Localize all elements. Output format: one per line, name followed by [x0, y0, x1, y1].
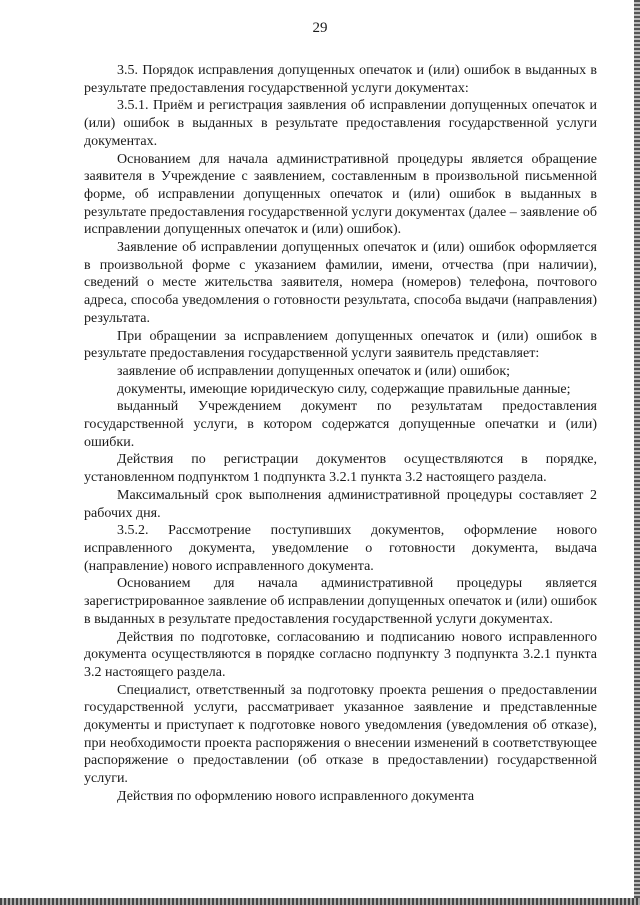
- paragraph-applicant-submits: При обращении за исправлением допущенных опечаток и (или) ошибок в результате предоставления государственной услуги заявитель представляет:: [84, 328, 597, 362]
- list-item-issued-document: выданный Учреждением документ по результатам предоставления государственной услуги, в котором содержатся допущенные опечатки и (или) ошибки.: [84, 399, 597, 450]
- list-item-application: заявление об исправлении допущенных опечаток и (или) ошибок;: [117, 363, 511, 379]
- scan-edge-bottom: [0, 898, 640, 905]
- page-number: 29: [312, 20, 328, 36]
- scan-edge-right: [634, 0, 640, 905]
- paragraph-registration-actions: Действия по регистрации документов осуществляются в порядке, установленном подпунктом 1 подпункта 3.2.1 пункта 3.2 настоящего раздела.: [84, 452, 597, 486]
- paragraph-3-5-2: 3.5.2. Рассмотрение поступивших документов, оформление нового исправленного документа, уведомление о готовности документа, выдача (направление) нового исправленного документа.: [84, 523, 597, 574]
- paragraph-specialist: Специалист, ответственный за подготовку проекта решения о предоставлении государственной услуги, рассматривает указанное заявление и представленные документы и приступает к подготовке нового уведомления (уведомления об отказе), при необходимости проекта распоряжения о внесении изменений в соответствующее распоряжение о предоставлении (об отказе в предоставлении) государственной услуги.: [84, 682, 597, 787]
- document-body: [84, 62, 597, 806]
- paragraph-application-form: Заявление об исправлении допущенных опечаток и (или) ошибок оформляется в произвольной форме с указанием фамилии, имени, отчества (при наличии), сведений о месте жительства заявителя, номера (номеров) телефона, почтового адреса, способа уведомления о готовности результата, способа выдачи (направления) результата.: [84, 240, 597, 326]
- paragraph-3-5-1: 3.5.1. Приём и регистрация заявления об исправлении допущенных опечаток и (или) ошибок в выданных в результате предоставления государственной услуги документах.: [84, 98, 597, 149]
- paragraph-issuance-actions: Действия по оформлению нового исправленного документа: [117, 788, 475, 804]
- paragraph-max-term: Максимальный срок выполнения административной процедуры составляет 2 рабочих дня.: [84, 487, 597, 521]
- paragraph-basis-2: Основанием для начала административной процедуры является зарегистрированное заявление об исправлении допущенных опечаток и (или) ошибок в выданных в результате предоставления государственной услуги документах.: [84, 576, 597, 627]
- paragraph-preparation-actions: Действия по подготовке, согласованию и подписанию нового исправленного документа осуществляются в порядке согласно подпункту 3 подпункта 3.2.1 пункта 3.2 настоящего раздела.: [84, 629, 597, 680]
- paragraph-3-5: 3.5. Порядок исправления допущенных опечаток и (или) ошибок в выданных в результате предоставления государственной услуги документах:: [84, 63, 597, 96]
- list-item-documents: документы, имеющие юридическую силу, содержащие правильные данные;: [117, 381, 571, 397]
- paragraph-basis-1: Основанием для начала административной процедуры является обращение заявителя в Учреждение с заявлением, составленным в произвольной письменной форме, об исправлении допущенных опечаток и (или) ошибок в выданных в результате предоставления государственной услуги документах (далее – заявление об исправлении допущенных опечаток и (или) ошибок).: [84, 151, 597, 238]
